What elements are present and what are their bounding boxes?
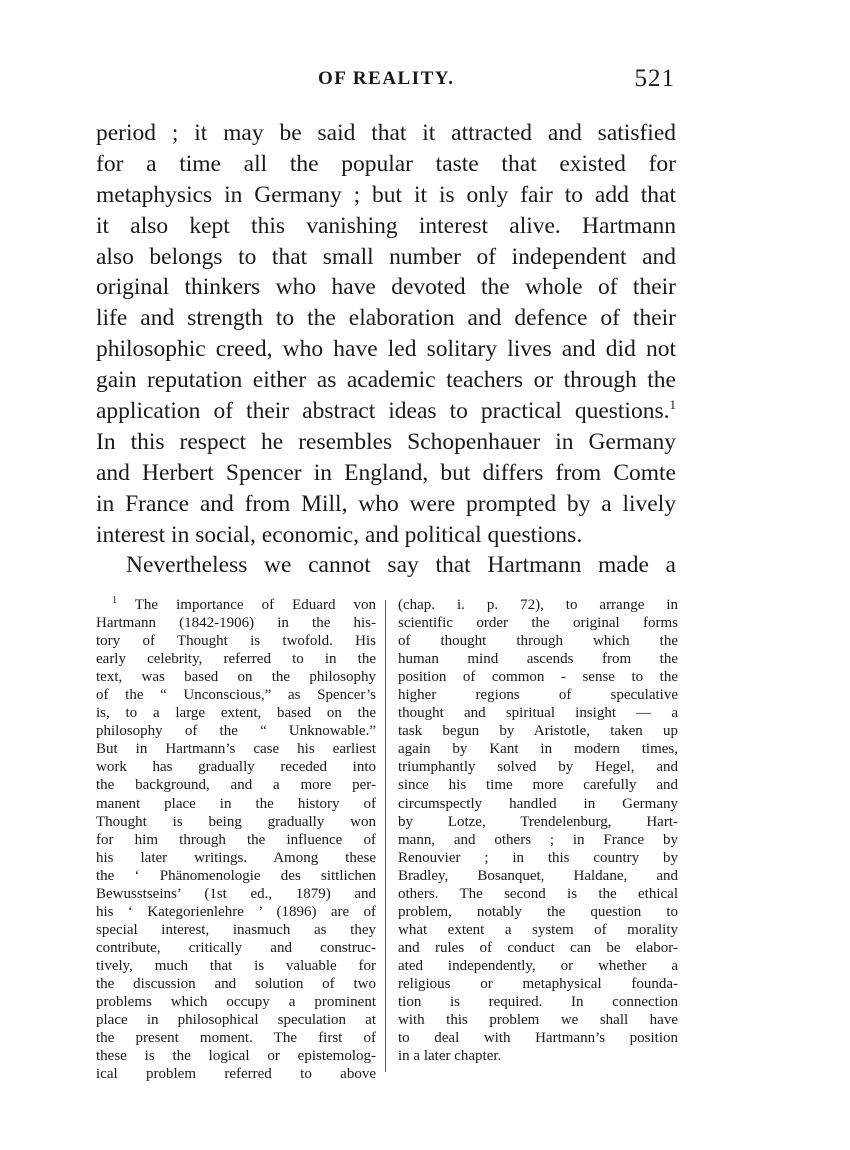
footnote-line: early celebrity, referred to in the [96,651,376,668]
footnote-line: work has gradually receded into [96,759,376,776]
footnote-line: tively, much that is valuable for [96,957,376,974]
footnote-line: of the “ Unconscious,” as Spencer’s [96,687,376,704]
text-line: also belongs to that small number of independent and [96,243,676,270]
footnote-line: is, to a large extent, based on the [96,705,376,722]
footnote-line: manent place in the history of [96,795,376,812]
footnote-line: place in philosophical speculation at [96,1012,376,1029]
footnote-right-column [398,596,678,1065]
text-line: it also kept this vanishing interest alive. Hartmann [96,212,676,239]
footnote-line: in a later chapter. [398,1048,502,1065]
text-line: in France and from Mill, who were prompted by a lively [96,490,676,517]
footnote-line: his later writings. Among these [96,849,376,866]
footnote-line: position of common - sense to the [398,669,678,686]
footnote-line: task begun by Aristotle, taken up [398,723,678,740]
footnote-line: (chap. i. p. 72), to arrange in [398,597,678,613]
footnote-line: these is the logical or epistemolog- [96,1048,376,1065]
footnote-line: others. The second is the ethical [398,885,678,902]
footnote-line: special interest, inasmuch as they [96,921,376,938]
footnote-reference: 1 [669,397,676,413]
footnote-line: mann, and others ; in France by [398,831,678,848]
footnote-line-text: The importance of Eduard von [134,597,376,613]
footnote-line: since his time more carefully and [398,777,678,794]
footnote-line: of thought through which the [398,633,678,650]
footnote-line: Bradley, Bosanquet, Haldane, and [398,867,678,884]
footnote-line: scientific order the original forms [398,615,678,632]
footnote-left-column [96,596,376,1083]
footnote-line: ical problem referred to above [96,1066,376,1083]
footnote-line: the discussion and solution of two [96,975,376,992]
footnote-line: with this problem we shall have [398,1012,678,1029]
footnote-line: the ‘ Phänomenologie des sittlichen [96,867,376,884]
footnote-line: tory of Thought is twofold. His [96,633,376,650]
text-line: In this respect he resembles Schopenhauer in Germany [96,428,676,455]
text-line: Nevertheless we cannot say that Hartmann made a [126,552,676,579]
footnote-line: his ‘ Kategorienlehre ’ (1896) are of [96,903,376,920]
footnote-line: problems which occupy a prominent [96,994,376,1011]
footnote-line: But in Hartmann’s case his earliest [96,741,376,758]
main-text [96,118,676,581]
page-number: 521 [634,65,675,92]
footnote-line: the present moment. The first of [96,1030,376,1047]
text-line-content: application of their abstract ideas to practical questions. [96,398,670,425]
footnote-line: what extent a system of morality [398,921,678,938]
text-line: gain reputation either as academic teachers or through the [96,367,676,394]
footnote-line: for him through the influence of [96,831,376,848]
footnote-line [96,596,376,614]
footnote-line: text, was based on the philosophy [96,669,376,686]
footnote-line: triumphantly solved by Hegel, and [398,759,678,776]
footnote-line: thought and spiritual insight — a [398,705,678,722]
text-line: interest in social, economic, and political questions. [96,521,583,548]
footnote-column-rule [385,600,386,1072]
text-line: metaphysics in Germany ; but it is only fair to add that [96,181,676,208]
text-line: life and strength to the elaboration and defence of their [96,305,676,332]
footnote-line: by Lotze, Trendelenburg, Hart- [398,813,678,830]
footnote-line: tion is required. In connection [398,994,678,1011]
footnote-line: and rules of conduct can be elabor- [398,939,678,956]
footnote-line: Bewusstseins’ (1st ed., 1879) and [96,885,376,902]
footnote-line: human mind ascends from the [398,651,678,668]
footnote-line: religious or metaphysical founda- [398,975,678,992]
running-head-title: OF REALITY. [318,68,455,89]
footnote-line: to deal with Hartmann’s position [398,1030,678,1047]
footnote-line: the background, and a more per- [96,777,376,794]
footnote-line: problem, notably the question to [398,903,678,920]
text-line: period ; it may be said that it attracted and satisfied [96,120,676,146]
footnote-line: Renouvier ; in this country by [398,849,678,866]
footnote-line: higher regions of speculative [398,687,678,704]
running-head [0,65,850,98]
text-line-with-footnote-ref [96,396,676,427]
text-line: original thinkers who have devoted the whole of their [96,274,676,301]
footnote-line: Thought is being gradually won [96,813,376,830]
footnote-line: philosophy of the “ Unknowable.” [96,723,376,740]
text-line: and Herbert Spencer in England, but differs from Comte [96,459,676,486]
footnote-line: again by Kant in modern times, [398,741,678,758]
text-line: philosophic creed, who have led solitary lives and did not [96,336,676,363]
footnote-line: Hartmann (1842-1906) in the his- [96,615,376,632]
footnote-line: ated independently, or whether a [398,957,678,974]
footnote-line: circumspectly handled in Germany [398,795,678,812]
text-line: for a time all the popular taste that existed for [96,150,676,177]
footnote-line: contribute, critically and construc- [96,939,376,956]
footnote-marker: 1 [112,595,117,606]
